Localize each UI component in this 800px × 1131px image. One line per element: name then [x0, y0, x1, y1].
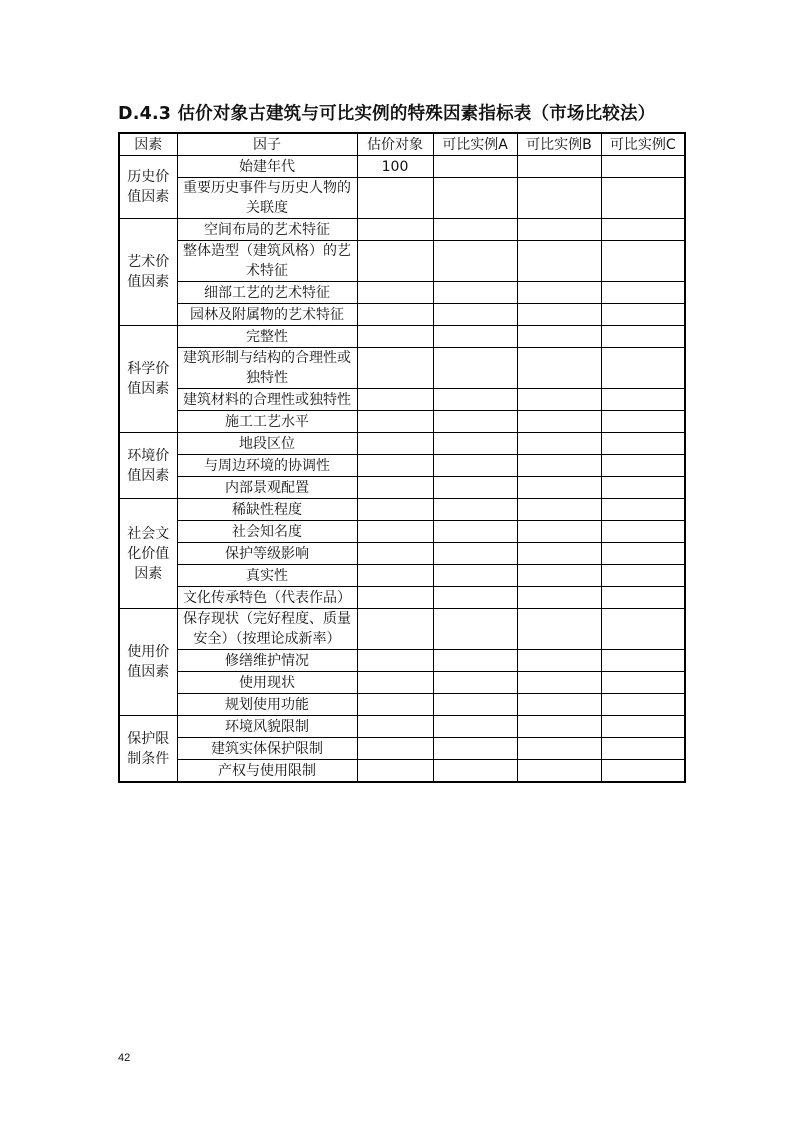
table-row	[119, 304, 685, 326]
factor-cell: 社会知名度	[177, 521, 357, 543]
comparable-a-value-cell	[433, 455, 517, 477]
comparable-c-value-cell	[601, 326, 685, 348]
subject-value-cell	[357, 499, 433, 521]
comparable-a-value-cell	[433, 389, 517, 411]
comparable-a-value-cell	[433, 565, 517, 587]
comparable-c-value-cell	[601, 565, 685, 587]
comparable-b-value-cell	[517, 694, 601, 716]
header-category: 因素	[119, 133, 177, 156]
subject-value-cell	[357, 760, 433, 783]
table-row	[119, 389, 685, 411]
factor-cell: 完整性	[177, 326, 357, 348]
comparable-c-value-cell	[601, 219, 685, 241]
comparable-b-value-cell	[517, 543, 601, 565]
comparable-c-value-cell	[601, 760, 685, 783]
comparable-c-value-cell	[601, 609, 685, 650]
comparable-c-value-cell	[601, 411, 685, 433]
comparable-b-value-cell	[517, 499, 601, 521]
comparable-a-value-cell	[433, 433, 517, 455]
comparable-a-value-cell	[433, 477, 517, 499]
comparable-b-value-cell	[517, 156, 601, 178]
subject-value-cell	[357, 543, 433, 565]
subject-value-cell	[357, 477, 433, 499]
comparable-c-value-cell	[601, 587, 685, 609]
factor-cell: 建筑实体保护限制	[177, 738, 357, 760]
subject-value-cell	[357, 650, 433, 672]
comparable-b-value-cell	[517, 760, 601, 783]
factor-cell: 文化传承特色（代表作品）	[177, 587, 357, 609]
table-body	[119, 156, 685, 783]
factor-cell: 稀缺性程度	[177, 499, 357, 521]
factor-cell: 始建年代	[177, 156, 357, 178]
factor-cell: 真实性	[177, 565, 357, 587]
table-row	[119, 178, 685, 219]
comparable-b-value-cell	[517, 178, 601, 219]
comparable-b-value-cell	[517, 477, 601, 499]
comparable-c-value-cell	[601, 455, 685, 477]
subject-value-cell	[357, 455, 433, 477]
subject-value-cell	[357, 672, 433, 694]
comparable-c-value-cell	[601, 716, 685, 738]
subject-value-cell	[357, 241, 433, 282]
comparable-c-value-cell	[601, 348, 685, 389]
factor-cell: 施工工艺水平	[177, 411, 357, 433]
comparable-b-value-cell	[517, 411, 601, 433]
comparable-b-value-cell	[517, 389, 601, 411]
subject-value-cell	[357, 178, 433, 219]
factor-cell: 细部工艺的艺术特征	[177, 282, 357, 304]
factor-cell: 地段区位	[177, 433, 357, 455]
factor-table	[118, 132, 686, 783]
factor-cell: 与周边环境的协调性	[177, 455, 357, 477]
factor-cell: 产权与使用限制	[177, 760, 357, 783]
comparable-a-value-cell	[433, 178, 517, 219]
comparable-c-value-cell	[601, 672, 685, 694]
comparable-b-value-cell	[517, 672, 601, 694]
subject-value-cell	[357, 411, 433, 433]
header-comparable-b: 可比实例B	[517, 133, 601, 156]
header-comparable-a: 可比实例A	[433, 133, 517, 156]
subject-value-cell	[357, 433, 433, 455]
table-row	[119, 348, 685, 389]
comparable-a-value-cell	[433, 760, 517, 783]
comparable-a-value-cell	[433, 241, 517, 282]
factor-cell: 环境风貌限制	[177, 716, 357, 738]
subject-value-cell	[357, 389, 433, 411]
factor-cell: 规划使用功能	[177, 694, 357, 716]
factor-cell: 整体造型（建筑风格）的艺术特征	[177, 241, 357, 282]
table-row	[119, 587, 685, 609]
comparable-b-value-cell	[517, 609, 601, 650]
comparable-c-value-cell	[601, 543, 685, 565]
comparable-a-value-cell	[433, 348, 517, 389]
table-row	[119, 455, 685, 477]
category-cell: 艺术价值因素	[119, 219, 177, 326]
category-cell: 环境价值因素	[119, 433, 177, 499]
comparable-c-value-cell	[601, 156, 685, 178]
comparable-b-value-cell	[517, 326, 601, 348]
subject-value-cell	[357, 326, 433, 348]
subject-value-cell	[357, 587, 433, 609]
factor-cell: 建筑材料的合理性或独特性	[177, 389, 357, 411]
subject-value-cell	[357, 716, 433, 738]
comparable-a-value-cell	[433, 694, 517, 716]
comparable-b-value-cell	[517, 521, 601, 543]
factor-cell: 保护等级影响	[177, 543, 357, 565]
subject-value-cell	[357, 219, 433, 241]
comparable-a-value-cell	[433, 282, 517, 304]
table-row	[119, 738, 685, 760]
comparable-b-value-cell	[517, 716, 601, 738]
subject-value-cell: 100	[357, 156, 433, 178]
comparable-c-value-cell	[601, 178, 685, 219]
comparable-c-value-cell	[601, 282, 685, 304]
table-row	[119, 219, 685, 241]
table-row	[119, 672, 685, 694]
comparable-a-value-cell	[433, 543, 517, 565]
subject-value-cell	[357, 565, 433, 587]
header-factor: 因子	[177, 133, 357, 156]
subject-value-cell	[357, 348, 433, 389]
comparable-a-value-cell	[433, 219, 517, 241]
category-cell: 历史价值因素	[119, 156, 177, 219]
subject-value-cell	[357, 609, 433, 650]
comparable-b-value-cell	[517, 241, 601, 282]
category-cell: 保护限制条件	[119, 716, 177, 783]
table-row	[119, 326, 685, 348]
factor-cell: 内部景观配置	[177, 477, 357, 499]
comparable-b-value-cell	[517, 433, 601, 455]
table-row	[119, 156, 685, 178]
table-row	[119, 716, 685, 738]
comparable-c-value-cell	[601, 521, 685, 543]
header-comparable-c: 可比实例C	[601, 133, 685, 156]
header-row	[119, 133, 685, 156]
header-subject: 估价对象	[357, 133, 433, 156]
comparable-a-value-cell	[433, 156, 517, 178]
table-row	[119, 521, 685, 543]
comparable-b-value-cell	[517, 455, 601, 477]
subject-value-cell	[357, 521, 433, 543]
factor-cell: 园林及附属物的艺术特征	[177, 304, 357, 326]
comparable-a-value-cell	[433, 304, 517, 326]
comparable-c-value-cell	[601, 499, 685, 521]
category-cell: 科学价值因素	[119, 326, 177, 433]
table-row	[119, 760, 685, 783]
factor-cell: 使用现状	[177, 672, 357, 694]
table-row	[119, 282, 685, 304]
comparable-a-value-cell	[433, 716, 517, 738]
factor-cell: 建筑形制与结构的合理性或独特性	[177, 348, 357, 389]
table-row	[119, 499, 685, 521]
comparable-a-value-cell	[433, 499, 517, 521]
comparable-a-value-cell	[433, 650, 517, 672]
comparable-c-value-cell	[601, 650, 685, 672]
table-header	[119, 133, 685, 156]
comparable-a-value-cell	[433, 587, 517, 609]
document-title: D.4.3 估价对象古建筑与可比实例的特殊因素指标表（市场比较法）	[118, 104, 656, 124]
category-cell: 使用价值因素	[119, 609, 177, 716]
factor-cell: 空间布局的艺术特征	[177, 219, 357, 241]
comparable-a-value-cell	[433, 521, 517, 543]
comparable-b-value-cell	[517, 565, 601, 587]
comparable-b-value-cell	[517, 282, 601, 304]
table-row	[119, 411, 685, 433]
table-row	[119, 477, 685, 499]
comparable-b-value-cell	[517, 650, 601, 672]
factor-cell: 修缮维护情况	[177, 650, 357, 672]
table-row	[119, 433, 685, 455]
factor-cell: 保存现状（完好程度、质量安全）（按理论成新率）	[177, 609, 357, 650]
table-row	[119, 694, 685, 716]
table-row	[119, 650, 685, 672]
comparable-b-value-cell	[517, 348, 601, 389]
comparable-c-value-cell	[601, 241, 685, 282]
comparable-c-value-cell	[601, 694, 685, 716]
comparable-c-value-cell	[601, 304, 685, 326]
comparable-b-value-cell	[517, 219, 601, 241]
comparable-a-value-cell	[433, 411, 517, 433]
comparable-c-value-cell	[601, 433, 685, 455]
subject-value-cell	[357, 694, 433, 716]
table-row	[119, 543, 685, 565]
comparable-b-value-cell	[517, 738, 601, 760]
comparable-b-value-cell	[517, 304, 601, 326]
comparable-a-value-cell	[433, 609, 517, 650]
table-row	[119, 565, 685, 587]
comparable-a-value-cell	[433, 738, 517, 760]
factor-cell: 重要历史事件与历史人物的关联度	[177, 178, 357, 219]
subject-value-cell	[357, 282, 433, 304]
page-number: 42	[118, 1052, 131, 1064]
category-cell: 社会文化价值因素	[119, 499, 177, 609]
table-row	[119, 609, 685, 650]
comparable-b-value-cell	[517, 587, 601, 609]
comparable-c-value-cell	[601, 389, 685, 411]
subject-value-cell	[357, 304, 433, 326]
subject-value-cell	[357, 738, 433, 760]
comparable-a-value-cell	[433, 672, 517, 694]
comparable-c-value-cell	[601, 738, 685, 760]
comparable-a-value-cell	[433, 326, 517, 348]
comparable-c-value-cell	[601, 477, 685, 499]
table-row	[119, 241, 685, 282]
